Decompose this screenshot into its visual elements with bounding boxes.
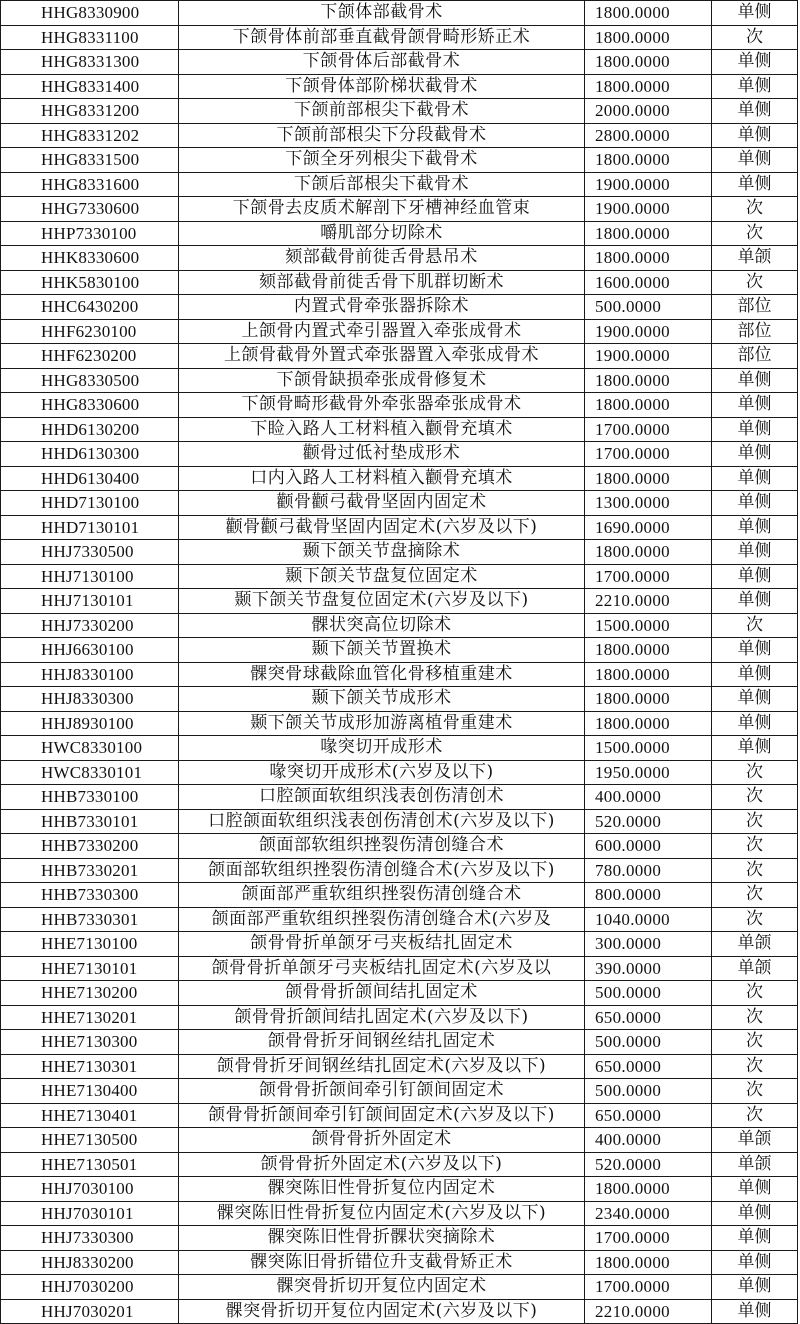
item-unit-cell: 单侧 <box>712 736 798 761</box>
item-name-cell: 颌面部严重软组织挫裂伤清创缝合术 <box>179 883 585 908</box>
item-unit-cell: 部位 <box>712 319 798 344</box>
table-row <box>1 1103 798 1128</box>
item-price-cell: 1800.0000 <box>585 466 712 491</box>
item-code-cell: HHB7330200 <box>1 834 179 859</box>
table-row <box>1 1030 798 1055</box>
item-unit-cell: 单侧 <box>712 1275 798 1300</box>
item-price-cell: 2210.0000 <box>585 589 712 614</box>
table-row <box>1 515 798 540</box>
item-name-cell: 髁突骨折切开复位内固定术(六岁及以下) <box>179 1299 585 1324</box>
item-price-cell: 1800.0000 <box>585 1177 712 1202</box>
table-row <box>1 638 798 663</box>
item-unit-cell: 单侧 <box>712 1250 798 1275</box>
table-row <box>1 858 798 883</box>
table-row <box>1 491 798 516</box>
table-row <box>1 246 798 271</box>
item-price-cell: 1900.0000 <box>585 172 712 197</box>
item-name-cell: 内置式骨牵张器拆除术 <box>179 295 585 320</box>
item-code-cell: HHJ7030101 <box>1 1201 179 1226</box>
item-code-cell: HHC6430200 <box>1 295 179 320</box>
item-name-cell: 颞下颌关节盘复位固定术(六岁及以下) <box>179 589 585 614</box>
table-row <box>1 197 798 222</box>
item-code-cell: HHE7130401 <box>1 1103 179 1128</box>
item-code-cell: HHG7330600 <box>1 197 179 222</box>
item-unit-cell: 次 <box>712 1054 798 1079</box>
item-price-cell: 390.0000 <box>585 956 712 981</box>
item-code-cell: HHD6130400 <box>1 466 179 491</box>
table-row <box>1 883 798 908</box>
item-name-cell: 颧骨颧弓截骨坚固内固定术(六岁及以下) <box>179 515 585 540</box>
table-row <box>1 74 798 99</box>
table-row <box>1 785 798 810</box>
table-row <box>1 25 798 50</box>
table-row <box>1 736 798 761</box>
table-row <box>1 1226 798 1251</box>
item-code-cell: HHJ7130100 <box>1 564 179 589</box>
item-price-cell: 1690.0000 <box>585 515 712 540</box>
item-name-cell: 髁突陈旧性骨折复位内固定术(六岁及以下) <box>179 1201 585 1226</box>
item-price-cell: 1500.0000 <box>585 613 712 638</box>
item-price-cell: 1800.0000 <box>585 711 712 736</box>
item-unit-cell: 次 <box>712 907 798 932</box>
item-name-cell: 颏部截骨前徙舌骨悬吊术 <box>179 246 585 271</box>
item-name-cell: 髁突陈旧性骨折复位内固定术 <box>179 1177 585 1202</box>
item-unit-cell: 单侧 <box>712 368 798 393</box>
item-unit-cell: 次 <box>712 25 798 50</box>
item-price-cell: 1040.0000 <box>585 907 712 932</box>
item-code-cell: HHG8331500 <box>1 148 179 173</box>
item-name-cell: 颌面部严重软组织挫裂伤清创缝合术(六岁及 <box>179 907 585 932</box>
item-name-cell: 颌骨骨折颌间结扎固定术 <box>179 981 585 1006</box>
item-code-cell: HHE7130500 <box>1 1128 179 1153</box>
item-price-cell: 520.0000 <box>585 809 712 834</box>
item-unit-cell: 次 <box>712 1079 798 1104</box>
item-name-cell: 上颌骨内置式牵引器置入牵张成骨术 <box>179 319 585 344</box>
item-price-cell: 1800.0000 <box>585 74 712 99</box>
item-name-cell: 下颌骨体后部截骨术 <box>179 50 585 75</box>
item-code-cell: HHJ7330300 <box>1 1226 179 1251</box>
item-unit-cell: 单侧 <box>712 442 798 467</box>
item-price-cell: 400.0000 <box>585 1128 712 1153</box>
item-unit-cell: 单侧 <box>712 1226 798 1251</box>
item-price-cell: 780.0000 <box>585 858 712 883</box>
item-price-cell: 1700.0000 <box>585 442 712 467</box>
item-name-cell: 下颌前部根尖下截骨术 <box>179 99 585 124</box>
item-name-cell: 颧骨过低衬垫成形术 <box>179 442 585 467</box>
item-name-cell: 上颌骨截骨外置式牵张器置入牵张成骨术 <box>179 344 585 369</box>
fee-table-body <box>1 1 798 1324</box>
item-price-cell: 500.0000 <box>585 1030 712 1055</box>
item-code-cell: HWC8330100 <box>1 736 179 761</box>
item-unit-cell: 次 <box>712 613 798 638</box>
item-unit-cell: 次 <box>712 1030 798 1055</box>
table-row <box>1 540 798 565</box>
item-code-cell: HHJ7030201 <box>1 1299 179 1324</box>
item-name-cell: 下颌骨畸形截骨外牵张器牵张成骨术 <box>179 393 585 418</box>
table-row <box>1 760 798 785</box>
table-row <box>1 99 798 124</box>
item-code-cell: HHJ8330100 <box>1 662 179 687</box>
item-code-cell: HHE7130400 <box>1 1079 179 1104</box>
item-unit-cell: 单侧 <box>712 148 798 173</box>
item-unit-cell: 单颌 <box>712 246 798 271</box>
table-row <box>1 1152 798 1177</box>
item-code-cell: HHB7330201 <box>1 858 179 883</box>
item-price-cell: 1800.0000 <box>585 1250 712 1275</box>
table-row <box>1 466 798 491</box>
item-price-cell: 1800.0000 <box>585 148 712 173</box>
item-name-cell: 下颌后部根尖下截骨术 <box>179 172 585 197</box>
item-name-cell: 喙突切开成形术 <box>179 736 585 761</box>
item-price-cell: 1500.0000 <box>585 736 712 761</box>
item-unit-cell: 单侧 <box>712 50 798 75</box>
item-unit-cell: 单侧 <box>712 687 798 712</box>
item-price-cell: 1800.0000 <box>585 1 712 26</box>
item-code-cell: HHJ6630100 <box>1 638 179 663</box>
table-row <box>1 393 798 418</box>
item-name-cell: 颌骨骨折颌间牵引钉颌间固定术(六岁及以下) <box>179 1103 585 1128</box>
item-code-cell: HHK5830100 <box>1 270 179 295</box>
item-code-cell: HHG8331100 <box>1 25 179 50</box>
item-unit-cell: 单侧 <box>712 172 798 197</box>
item-name-cell: 颞下颌关节成形术 <box>179 687 585 712</box>
item-code-cell: HHB7330301 <box>1 907 179 932</box>
table-row <box>1 809 798 834</box>
item-unit-cell: 单侧 <box>712 1299 798 1324</box>
table-row <box>1 148 798 173</box>
item-unit-cell: 单侧 <box>712 1201 798 1226</box>
item-name-cell: 髁状突高位切除术 <box>179 613 585 638</box>
item-name-cell: 颌骨骨折颌间牵引钉颌间固定术 <box>179 1079 585 1104</box>
item-unit-cell: 单侧 <box>712 589 798 614</box>
table-row <box>1 221 798 246</box>
item-name-cell: 颌骨骨折外固定术(六岁及以下) <box>179 1152 585 1177</box>
item-unit-cell: 单侧 <box>712 711 798 736</box>
item-code-cell: HHD6130300 <box>1 442 179 467</box>
item-price-cell: 1900.0000 <box>585 197 712 222</box>
item-unit-cell: 单颌 <box>712 1128 798 1153</box>
item-unit-cell: 次 <box>712 785 798 810</box>
table-row <box>1 1005 798 1030</box>
table-row <box>1 1201 798 1226</box>
item-name-cell: 颧骨颧弓截骨坚固内固定术 <box>179 491 585 516</box>
item-name-cell: 颞下颌关节盘摘除术 <box>179 540 585 565</box>
item-unit-cell: 单侧 <box>712 662 798 687</box>
item-name-cell: 颌骨骨折单颌牙弓夹板结扎固定术 <box>179 932 585 957</box>
item-price-cell: 800.0000 <box>585 883 712 908</box>
table-row <box>1 417 798 442</box>
item-code-cell: HHJ7330200 <box>1 613 179 638</box>
table-row <box>1 319 798 344</box>
table-row <box>1 687 798 712</box>
item-name-cell: 颌面部软组织挫裂伤清创缝合术(六岁及以下) <box>179 858 585 883</box>
item-price-cell: 500.0000 <box>585 981 712 1006</box>
table-row <box>1 564 798 589</box>
item-price-cell: 650.0000 <box>585 1005 712 1030</box>
item-unit-cell: 单颌 <box>712 1152 798 1177</box>
table-row <box>1 1128 798 1153</box>
item-name-cell: 颞下颌关节置换术 <box>179 638 585 663</box>
item-price-cell: 1700.0000 <box>585 1226 712 1251</box>
item-price-cell: 400.0000 <box>585 785 712 810</box>
table-row <box>1 295 798 320</box>
item-code-cell: HHD6130200 <box>1 417 179 442</box>
item-unit-cell: 次 <box>712 883 798 908</box>
table-row <box>1 1275 798 1300</box>
item-code-cell: HHP7330100 <box>1 221 179 246</box>
item-price-cell: 500.0000 <box>585 1079 712 1104</box>
item-name-cell: 下颌骨缺损牵张成骨修复术 <box>179 368 585 393</box>
item-price-cell: 1900.0000 <box>585 319 712 344</box>
table-row <box>1 50 798 75</box>
item-price-cell: 1950.0000 <box>585 760 712 785</box>
item-name-cell: 口内入路人工材料植入颧骨充填术 <box>179 466 585 491</box>
item-price-cell: 2800.0000 <box>585 123 712 148</box>
item-price-cell: 1800.0000 <box>585 662 712 687</box>
item-name-cell: 颌骨骨折外固定术 <box>179 1128 585 1153</box>
item-price-cell: 1800.0000 <box>585 638 712 663</box>
item-unit-cell: 单侧 <box>712 74 798 99</box>
table-row <box>1 368 798 393</box>
item-code-cell: HHB7330300 <box>1 883 179 908</box>
item-unit-cell: 单侧 <box>712 393 798 418</box>
item-code-cell: HHJ7330500 <box>1 540 179 565</box>
item-name-cell: 下颌前部根尖下分段截骨术 <box>179 123 585 148</box>
item-unit-cell: 单侧 <box>712 638 798 663</box>
item-code-cell: HHJ8330300 <box>1 687 179 712</box>
item-code-cell: HHG8331202 <box>1 123 179 148</box>
item-code-cell: HHG8330600 <box>1 393 179 418</box>
item-price-cell: 300.0000 <box>585 932 712 957</box>
item-price-cell: 1800.0000 <box>585 221 712 246</box>
item-name-cell: 喙突切开成形术(六岁及以下) <box>179 760 585 785</box>
item-price-cell: 1800.0000 <box>585 50 712 75</box>
table-row <box>1 834 798 859</box>
item-code-cell: HHJ7130101 <box>1 589 179 614</box>
item-code-cell: HHJ7030200 <box>1 1275 179 1300</box>
item-price-cell: 2210.0000 <box>585 1299 712 1324</box>
item-code-cell: HHF6230100 <box>1 319 179 344</box>
item-code-cell: HHJ8330200 <box>1 1250 179 1275</box>
table-row <box>1 711 798 736</box>
item-name-cell: 下颌全牙列根尖下截骨术 <box>179 148 585 173</box>
table-row <box>1 981 798 1006</box>
item-unit-cell: 单侧 <box>712 466 798 491</box>
item-name-cell: 嚼肌部分切除术 <box>179 221 585 246</box>
item-name-cell: 髁突陈旧骨折错位升支截骨矫正术 <box>179 1250 585 1275</box>
table-row <box>1 344 798 369</box>
item-name-cell: 颌面部软组织挫裂伤清创缝合术 <box>179 834 585 859</box>
item-price-cell: 1800.0000 <box>585 540 712 565</box>
item-price-cell: 1800.0000 <box>585 687 712 712</box>
item-unit-cell: 部位 <box>712 295 798 320</box>
table-row <box>1 932 798 957</box>
table-row <box>1 1 798 26</box>
item-name-cell: 下颌骨体部阶梯状截骨术 <box>179 74 585 99</box>
table-row <box>1 442 798 467</box>
item-unit-cell: 单侧 <box>712 123 798 148</box>
item-code-cell: HHE7130100 <box>1 932 179 957</box>
item-code-cell: HHD7130100 <box>1 491 179 516</box>
table-row <box>1 172 798 197</box>
table-row <box>1 613 798 638</box>
item-name-cell: 下颌骨去皮质术解剖下牙槽神经血管束 <box>179 197 585 222</box>
table-row <box>1 1177 798 1202</box>
item-code-cell: HHE7130301 <box>1 1054 179 1079</box>
item-unit-cell: 部位 <box>712 344 798 369</box>
table-row <box>1 956 798 981</box>
item-name-cell: 颌骨骨折牙间钢丝结扎固定术(六岁及以下) <box>179 1054 585 1079</box>
item-code-cell: HHG8330500 <box>1 368 179 393</box>
item-price-cell: 1300.0000 <box>585 491 712 516</box>
item-code-cell: HHJ8930100 <box>1 711 179 736</box>
item-price-cell: 1600.0000 <box>585 270 712 295</box>
table-row <box>1 1079 798 1104</box>
item-price-cell: 2340.0000 <box>585 1201 712 1226</box>
item-name-cell: 口腔颌面软组织浅表创伤清创术 <box>179 785 585 810</box>
item-code-cell: HHK8330600 <box>1 246 179 271</box>
item-code-cell: HHE7130300 <box>1 1030 179 1055</box>
item-price-cell: 520.0000 <box>585 1152 712 1177</box>
item-code-cell: HHG8330900 <box>1 1 179 26</box>
item-name-cell: 髁突陈旧性骨折髁状突摘除术 <box>179 1226 585 1251</box>
item-price-cell: 500.0000 <box>585 295 712 320</box>
item-unit-cell: 次 <box>712 981 798 1006</box>
item-unit-cell: 单侧 <box>712 540 798 565</box>
item-price-cell: 2000.0000 <box>585 99 712 124</box>
item-unit-cell: 单侧 <box>712 491 798 516</box>
item-price-cell: 1700.0000 <box>585 417 712 442</box>
table-row <box>1 123 798 148</box>
item-code-cell: HHG8331200 <box>1 99 179 124</box>
item-price-cell: 1800.0000 <box>585 393 712 418</box>
table-row <box>1 1250 798 1275</box>
table-row <box>1 270 798 295</box>
item-code-cell: HHE7130501 <box>1 1152 179 1177</box>
item-unit-cell: 单颌 <box>712 956 798 981</box>
item-unit-cell: 单颌 <box>712 932 798 957</box>
table-row <box>1 589 798 614</box>
item-code-cell: HHB7330100 <box>1 785 179 810</box>
item-name-cell: 颌骨骨折颌间结扎固定术(六岁及以下) <box>179 1005 585 1030</box>
item-unit-cell: 次 <box>712 1103 798 1128</box>
item-unit-cell: 单侧 <box>712 515 798 540</box>
item-unit-cell: 次 <box>712 858 798 883</box>
item-name-cell: 下睑入路人工材料植入颧骨充填术 <box>179 417 585 442</box>
item-unit-cell: 单侧 <box>712 564 798 589</box>
item-code-cell: HWC8330101 <box>1 760 179 785</box>
item-name-cell: 髁突骨球截除血管化骨移植重建术 <box>179 662 585 687</box>
item-code-cell: HHJ7030100 <box>1 1177 179 1202</box>
item-name-cell: 髁突骨折切开复位内固定术 <box>179 1275 585 1300</box>
item-name-cell: 下颌体部截骨术 <box>179 1 585 26</box>
item-name-cell: 颌骨骨折牙间钢丝结扎固定术 <box>179 1030 585 1055</box>
item-name-cell: 下颌骨体前部垂直截骨颌骨畸形矫正术 <box>179 25 585 50</box>
table-row <box>1 1054 798 1079</box>
item-unit-cell: 次 <box>712 809 798 834</box>
item-unit-cell: 次 <box>712 1005 798 1030</box>
item-unit-cell: 次 <box>712 270 798 295</box>
item-name-cell: 颏部截骨前徙舌骨下肌群切断术 <box>179 270 585 295</box>
item-code-cell: HHB7330101 <box>1 809 179 834</box>
item-code-cell: HHE7130101 <box>1 956 179 981</box>
item-code-cell: HHE7130201 <box>1 1005 179 1030</box>
item-price-cell: 1800.0000 <box>585 246 712 271</box>
item-price-cell: 600.0000 <box>585 834 712 859</box>
item-price-cell: 1800.0000 <box>585 25 712 50</box>
item-unit-cell: 单侧 <box>712 1 798 26</box>
item-unit-cell: 次 <box>712 760 798 785</box>
item-name-cell: 颞下颌关节成形加游离植骨重建术 <box>179 711 585 736</box>
item-price-cell: 650.0000 <box>585 1103 712 1128</box>
item-name-cell: 颞下颌关节盘复位固定术 <box>179 564 585 589</box>
table-row <box>1 907 798 932</box>
table-row <box>1 662 798 687</box>
item-price-cell: 650.0000 <box>585 1054 712 1079</box>
item-code-cell: HHD7130101 <box>1 515 179 540</box>
item-code-cell: HHG8331400 <box>1 74 179 99</box>
item-code-cell: HHE7130200 <box>1 981 179 1006</box>
item-unit-cell: 次 <box>712 221 798 246</box>
item-code-cell: HHG8331300 <box>1 50 179 75</box>
item-code-cell: HHG8331600 <box>1 172 179 197</box>
item-name-cell: 口腔颌面软组织浅表创伤清创术(六岁及以下) <box>179 809 585 834</box>
item-unit-cell: 单侧 <box>712 99 798 124</box>
item-unit-cell: 单侧 <box>712 1177 798 1202</box>
item-price-cell: 1800.0000 <box>585 368 712 393</box>
item-unit-cell: 次 <box>712 197 798 222</box>
item-price-cell: 1900.0000 <box>585 344 712 369</box>
item-name-cell: 颌骨骨折单颌牙弓夹板结扎固定术(六岁及以 <box>179 956 585 981</box>
item-unit-cell: 次 <box>712 834 798 859</box>
item-price-cell: 1700.0000 <box>585 564 712 589</box>
item-code-cell: HHF6230200 <box>1 344 179 369</box>
table-row <box>1 1299 798 1324</box>
item-price-cell: 1700.0000 <box>585 1275 712 1300</box>
item-unit-cell: 单侧 <box>712 417 798 442</box>
